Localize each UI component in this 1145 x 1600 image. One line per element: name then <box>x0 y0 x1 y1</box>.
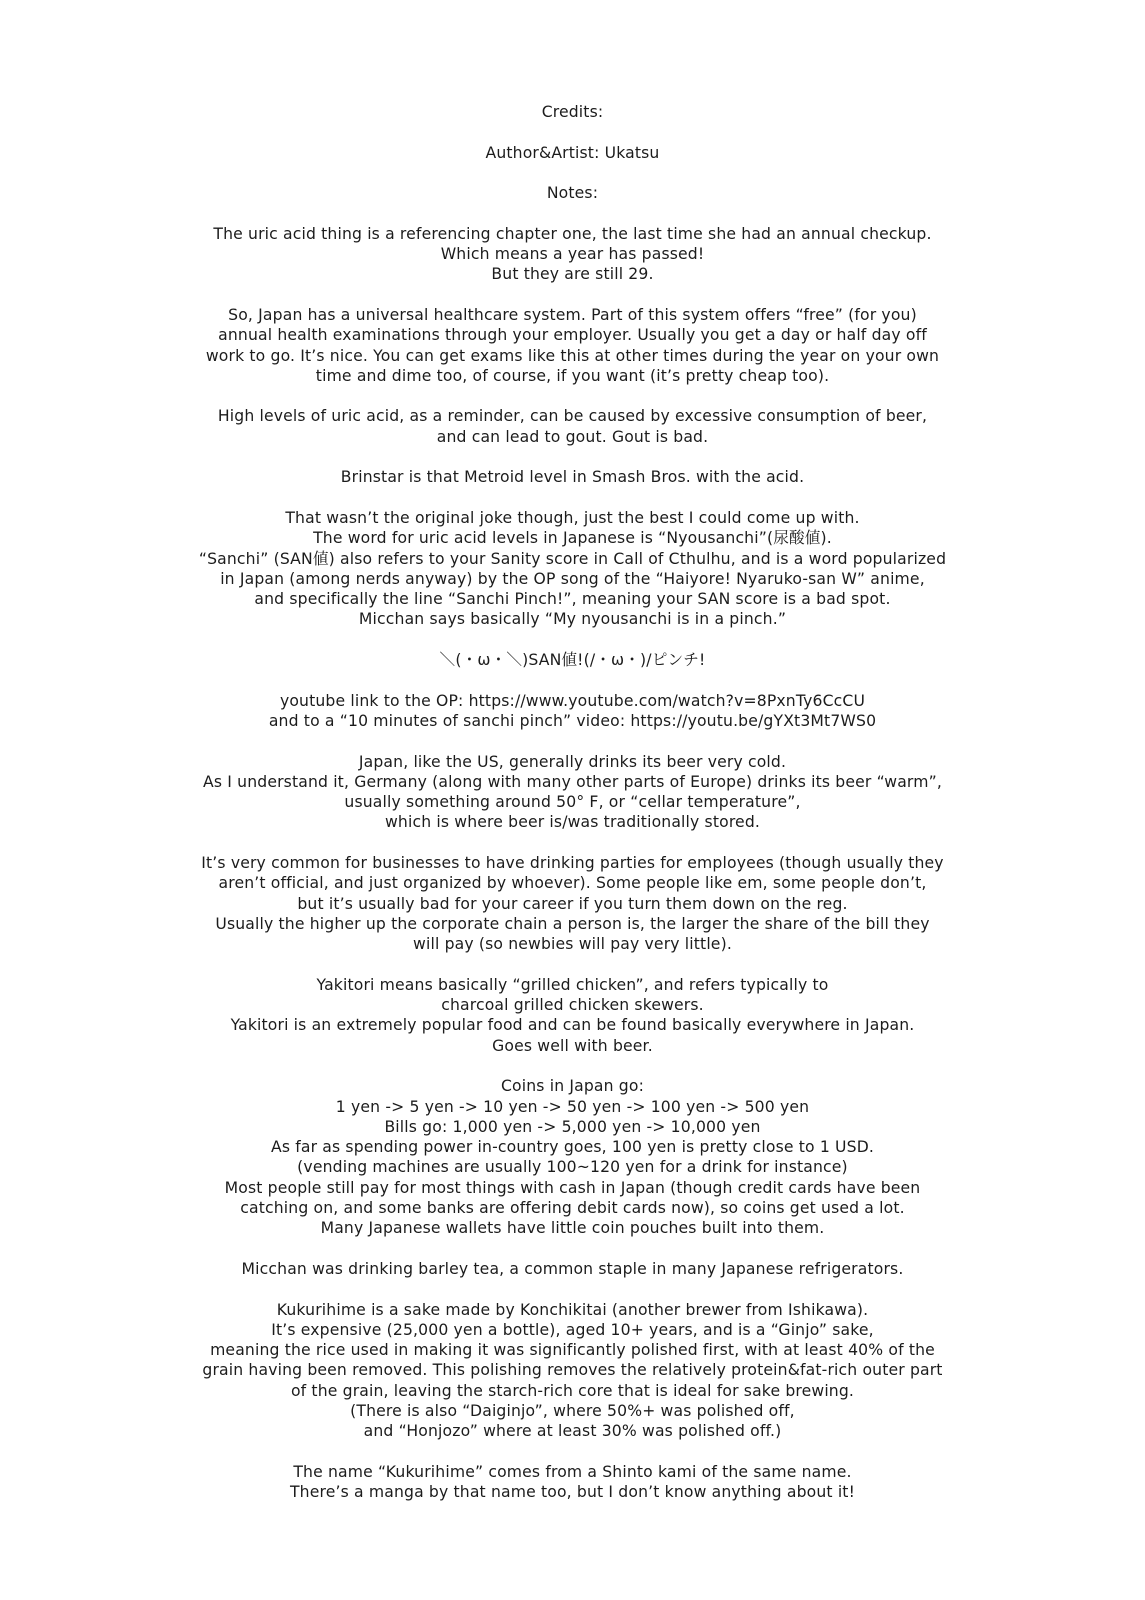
note-line: The name “Kukurihime” comes from a Shinto kami of the same name. <box>293 1461 852 1481</box>
note-paragraph <box>0 975 1145 1056</box>
note-line: Usually the higher up the corporate chain a person is, the larger the share of the bill they <box>215 913 930 933</box>
credits-heading <box>0 102 1145 122</box>
note-paragraph <box>0 1076 1145 1238</box>
note-paragraph <box>0 508 1145 630</box>
note-line: It’s very common for businesses to have drinking parties for employees (though usually they <box>201 852 944 872</box>
note-line: Kukurihime is a sake made by Konchikitai (another brewer from Ishikawa). <box>276 1299 869 1319</box>
note-line: The word for uric acid levels in Japanese is “Nyousanchi”(尿酸値). <box>313 528 832 548</box>
note-line: and specifically the line “Sanchi Pinch!”, meaning your SAN score is a bad spot. <box>254 589 891 609</box>
credits-heading-text: Credits: <box>541 102 604 121</box>
note-line: charcoal grilled chicken skewers. <box>441 995 704 1015</box>
note-line: High levels of uric acid, as a reminder, can be caused by excessive consumption of beer, <box>217 406 928 426</box>
note-line: Japan, like the US, generally drinks its beer very cold. <box>358 751 787 771</box>
note-line: Which means a year has passed! <box>440 244 705 264</box>
note-paragraph <box>0 305 1145 386</box>
note-line: in Japan (among nerds anyway) by the OP song of the “Haiyore! Nyaruko-san W” anime, <box>220 568 925 588</box>
note-line: Most people still pay for most things with cash in Japan (though credit cards have been <box>224 1177 921 1197</box>
note-line: time and dime too, of course, if you want (it’s pretty cheap too). <box>315 365 830 385</box>
notes-body <box>0 224 1145 1503</box>
note-line: It’s expensive (25,000 yen a bottle), aged 10+ years, and is a “Ginjo” sake, <box>271 1319 874 1339</box>
note-line: That wasn’t the original joke though, just the best I could come up with. <box>285 507 860 527</box>
note-line: “Sanchi” (SAN値) also refers to your Sanity score in Call of Cthulhu, and is a word popularized <box>198 548 947 568</box>
note-line: Micchan says basically “My nyousanchi is in a pinch.” <box>358 609 787 629</box>
note-line: Micchan was drinking barley tea, a common staple in many Japanese refrigerators. <box>241 1258 904 1278</box>
note-line: As far as spending power in-country goes, 100 yen is pretty close to 1 USD. <box>270 1137 875 1157</box>
note-paragraph <box>0 1259 1145 1279</box>
note-paragraph <box>0 853 1145 954</box>
author-credit <box>0 143 1145 163</box>
note-paragraph <box>0 1300 1145 1442</box>
note-line: usually something around 50° F, or “cellar temperature”, <box>344 792 801 812</box>
note-line: So, Japan has a universal healthcare system. Part of this system offers “free” (for you) <box>228 304 917 324</box>
note-line: ＼(・ω・＼)SAN値!(/・ω・)/ピンチ! <box>439 650 706 670</box>
note-line: (vending machines are usually 100~120 yen for a drink for instance) <box>297 1157 848 1177</box>
note-line: aren’t official, and just organized by whoever). Some people like em, some people don’t, <box>218 873 927 893</box>
note-paragraph <box>0 650 1145 670</box>
note-line: Many Japanese wallets have little coin pouches built into them. <box>320 1218 825 1238</box>
note-line: will pay (so newbies will pay very little). <box>413 934 732 954</box>
note-line: Goes well with beer. <box>492 1035 653 1055</box>
note-line: Yakitori means basically “grilled chicken”, and refers typically to <box>316 974 829 994</box>
note-line: (There is also “Daiginjo”, where 50%+ was polished off, <box>350 1401 795 1420</box>
note-line: and can lead to gout. Gout is bad. <box>436 426 709 446</box>
note-paragraph <box>0 406 1145 447</box>
note-paragraph <box>0 691 1145 732</box>
author-credit-text: Author&Artist: Ukatsu <box>485 142 660 162</box>
note-line: The uric acid thing is a referencing chapter one, the last time she had an annual checkup. <box>213 223 932 243</box>
note-line: Bills go: 1,000 yen -> 5,000 yen -> 10,000 yen <box>384 1116 761 1136</box>
note-line: but it’s usually bad for your career if you turn them down on the reg. <box>297 893 848 913</box>
note-line: Coins in Japan go: <box>500 1076 645 1096</box>
note-line: of the grain, leaving the starch-rich core that is ideal for sake brewing. <box>290 1380 855 1400</box>
note-line: and to a “10 minutes of sanchi pinch” video: https://youtu.be/gYXt3Mt7WS0 <box>268 710 877 730</box>
note-line: which is where beer is/was traditionally stored. <box>384 812 761 832</box>
note-line: Yakitori is an extremely popular food and can be found basically everywhere in Japan. <box>230 1015 915 1035</box>
note-paragraph <box>0 224 1145 285</box>
note-line: work to go. It’s nice. You can get exams like this at other times during the year on your own <box>205 345 940 365</box>
note-line: 1 yen -> 5 yen -> 10 yen -> 50 yen -> 100 yen -> 500 yen <box>335 1096 810 1116</box>
note-line: and “Honjozo” where at least 30% was polished off.) <box>363 1421 782 1441</box>
note-line: Brinstar is that Metroid level in Smash Bros. with the acid. <box>340 467 805 487</box>
note-line: annual health examinations through your employer. Usually you get a day or half day off <box>218 325 927 345</box>
note-line: meaning the rice used in making it was significantly polished first, with at least 40% of the <box>210 1340 935 1360</box>
note-line: As I understand it, Germany (along with many other parts of Europe) drinks its beer “warm”, <box>203 771 942 791</box>
notes-heading <box>0 183 1145 203</box>
note-paragraph <box>0 467 1145 487</box>
note-line: youtube link to the OP: https://www.youtube.com/watch?v=8PxnTy6CcCU <box>279 690 866 710</box>
notes-heading-text: Notes: <box>546 183 599 203</box>
note-line: But they are still 29. <box>491 264 654 284</box>
note-line: catching on, and some banks are offering debit cards now), so coins get used a lot. <box>240 1198 905 1218</box>
note-paragraph <box>0 752 1145 833</box>
note-line: There’s a manga by that name too, but I don’t know anything about it! <box>289 1482 855 1502</box>
note-line: grain having been removed. This polishing removes the relatively protein&fat-rich outer part <box>202 1360 943 1380</box>
note-paragraph <box>0 1462 1145 1503</box>
